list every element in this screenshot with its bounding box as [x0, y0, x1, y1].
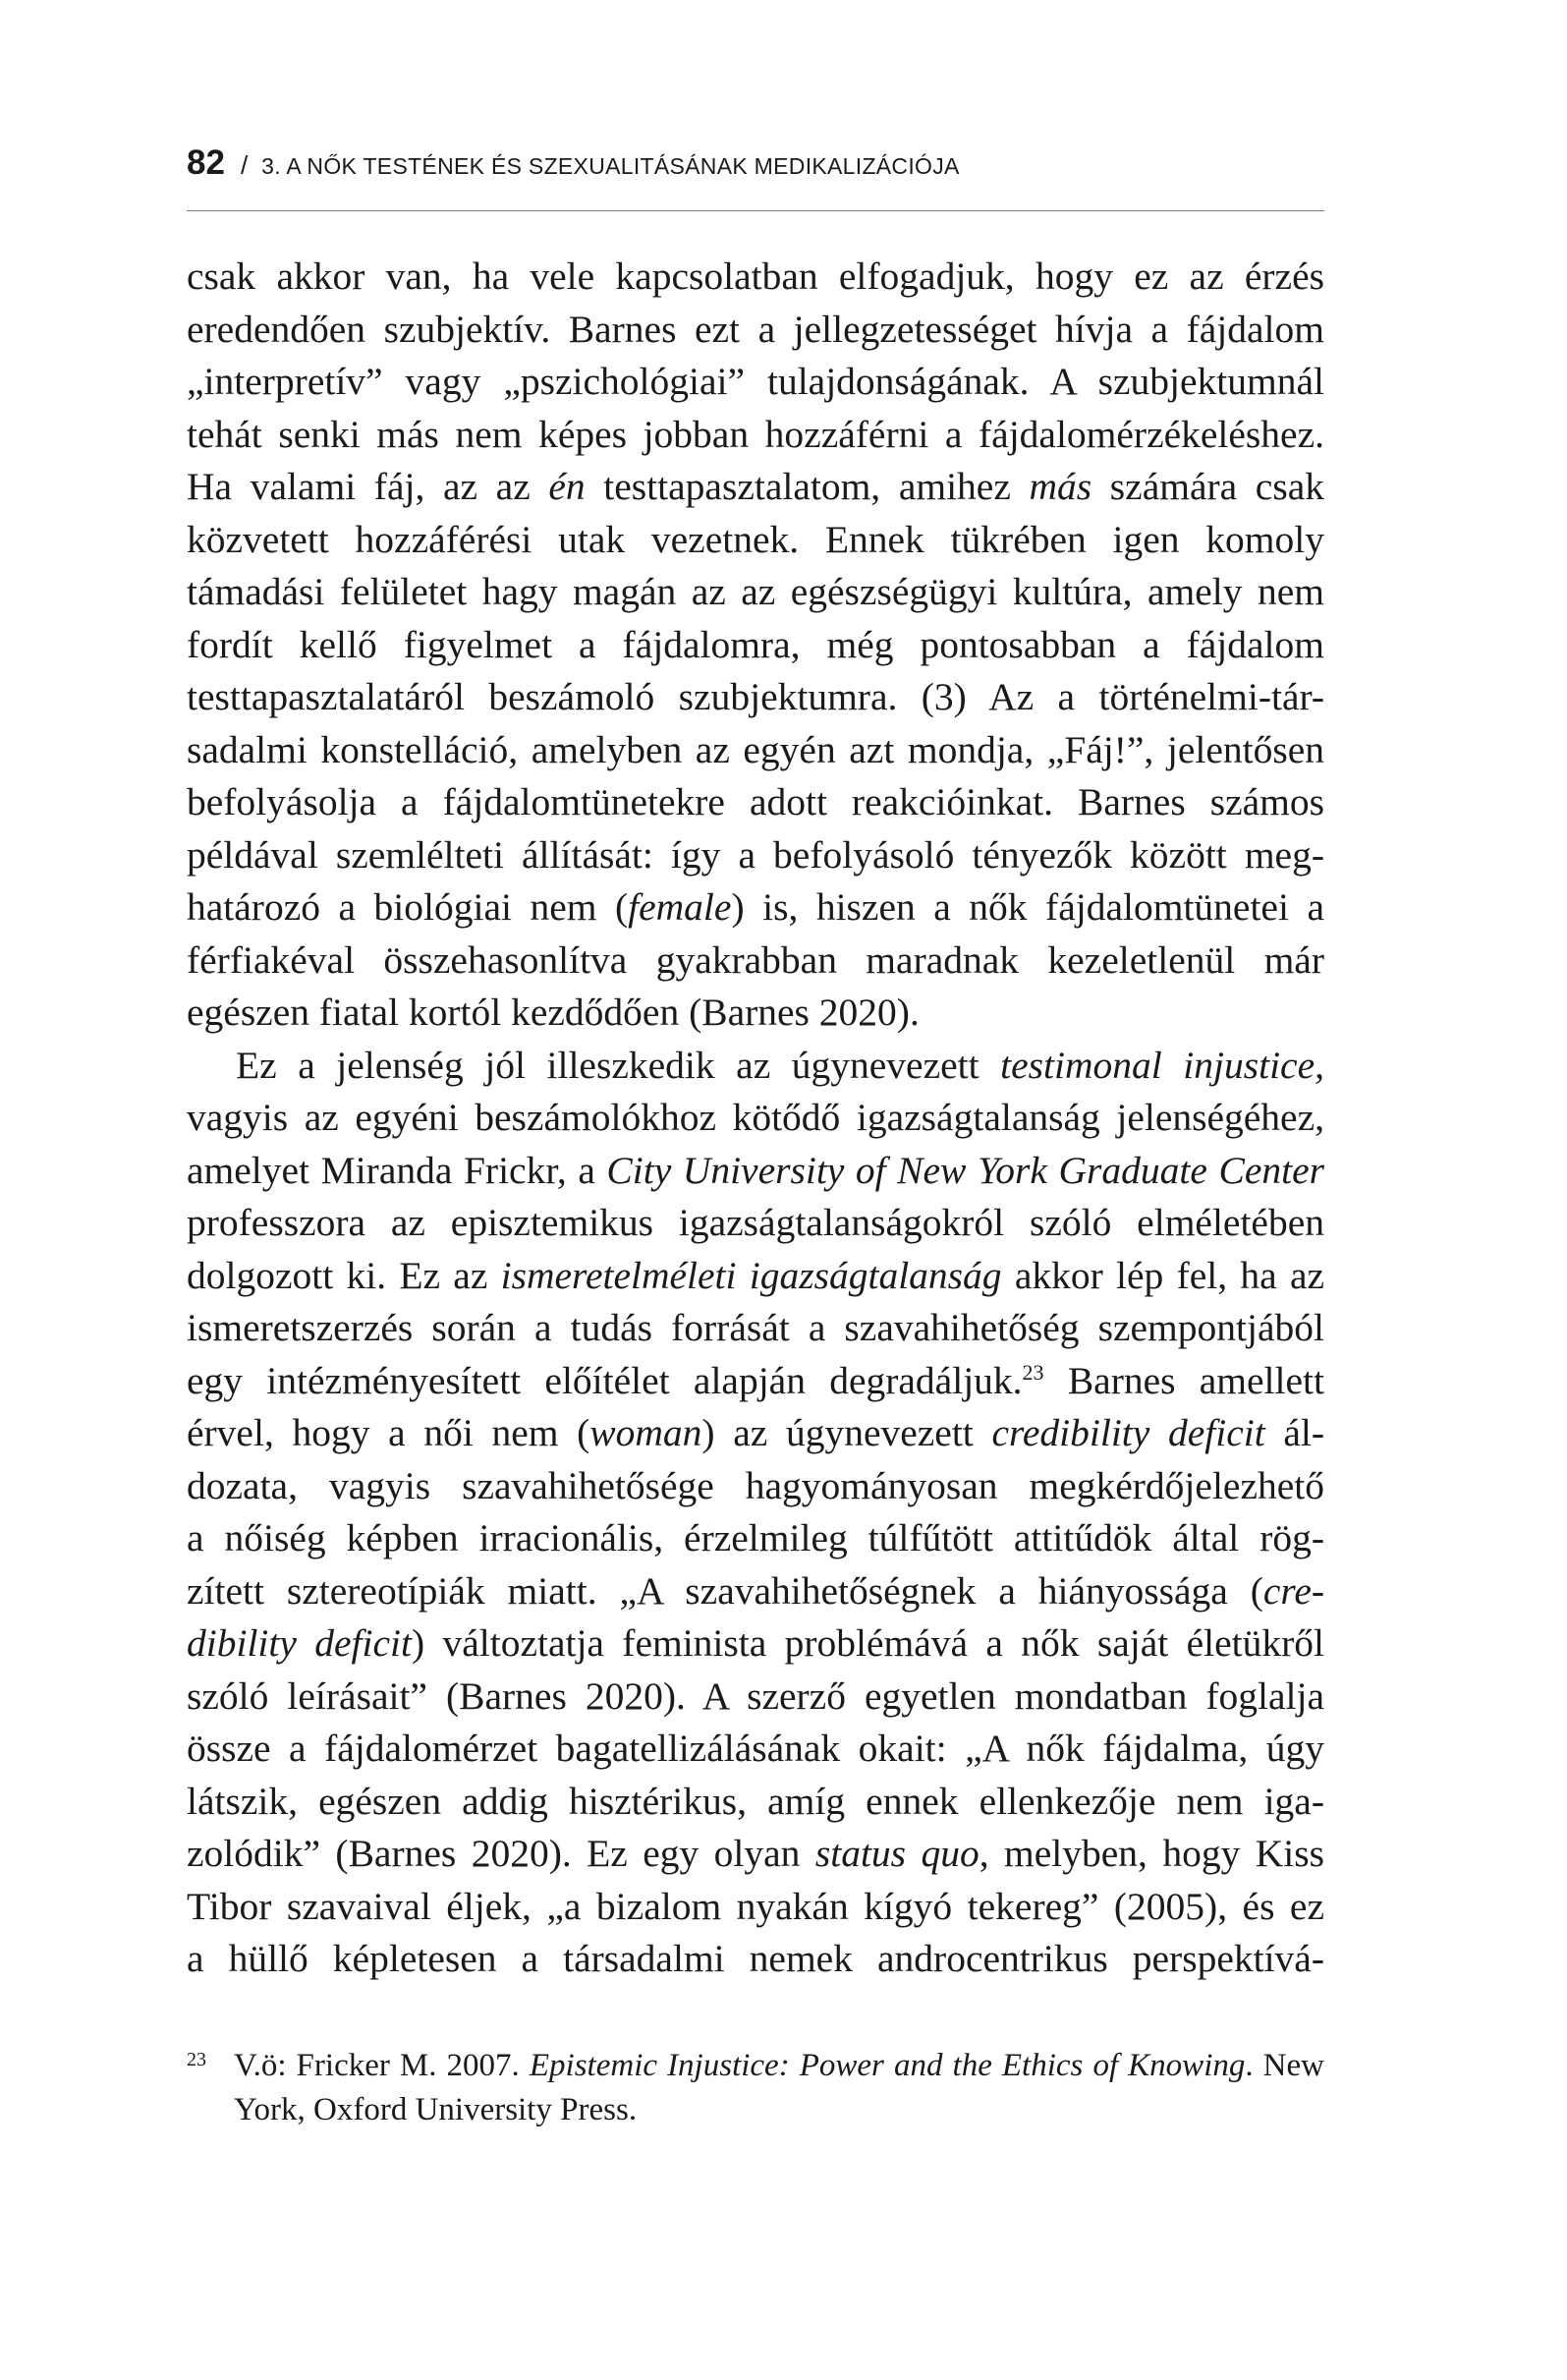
text-run: York, Oxford University Press. [234, 2092, 638, 2127]
text-run: ismeretszerzés során a tudás forrását a szavahihetőség szempontjából [187, 1306, 1324, 1349]
text-run: férfiakéval összehasonlítva gyakrabban maradnak kezeletlenül már [187, 937, 1324, 982]
italic-text: female [628, 885, 732, 929]
text-run: Ha valami fáj, az az [187, 465, 549, 508]
body-line [187, 776, 1324, 829]
body-line [187, 1197, 1324, 1250]
body-line [187, 619, 1324, 672]
text-run: ) változtatja feminista problémává a nők saját életükről [411, 1621, 1324, 1665]
body-line [187, 251, 1324, 304]
text-run: amelyet Miranda Frickr, a [187, 1148, 607, 1192]
footnote-ref: 23 [1022, 1359, 1044, 1385]
text-run: „interpretív” vagy „pszichológiai” tulajdonságának. A szubjektumnál [187, 360, 1324, 403]
body-line [187, 1040, 1324, 1093]
body-line [187, 1512, 1324, 1565]
body-line [187, 1828, 1324, 1881]
text-run: professzora az episztemikus igazságtalanságokról szóló elméletében [187, 1201, 1324, 1244]
italic-text: más [1029, 465, 1092, 508]
body-line [187, 566, 1324, 619]
text-run: határozó a biológiai nem ( [187, 885, 629, 929]
body-line [187, 1145, 1324, 1198]
text-run: a hüllő képletesen a társadalmi nemek androcentrikus perspektívá- [187, 1937, 1324, 1980]
text-run: példával szemlélteti állítását: így a befolyásoló tényezők között meg- [187, 832, 1324, 877]
footnote-number: 23 [187, 2049, 206, 2070]
text-run: befolyásolja a fájdalomtünetekre adott reakcióinkat. Barnes számos [187, 780, 1324, 823]
body-line [187, 1460, 1324, 1513]
italic-text: dibility deficit [187, 1621, 412, 1665]
body-line [187, 1407, 1324, 1460]
text-run: sadalmi konstelláció, amelyben az egyén azt mondja, „Fáj!”, jelentősen [187, 727, 1324, 771]
italic-text: cre- [1262, 1568, 1324, 1613]
body-line [187, 1723, 1324, 1776]
text-run: zolódik” (Barnes 2020). Ez egy olyan [187, 1832, 815, 1875]
body-line [187, 829, 1324, 882]
body-line [187, 356, 1324, 409]
body-line [187, 881, 1324, 935]
body-line [187, 724, 1324, 777]
text-run: eredendően szubjektív. Barnes ezt a jellegzetességet hívja a fájdalom [187, 307, 1324, 351]
text-run: támadási felületet hagy magán az az egészségügyi kultúra, amely nem [187, 570, 1324, 613]
footnote-line [234, 2088, 1324, 2132]
body-line [187, 1617, 1324, 1671]
footnote-line [234, 2044, 1324, 2088]
text-run: Barnes amellett [1043, 1358, 1324, 1402]
chapter-title: 3. A NŐK TESTÉNEK ÉS SZEXUALITÁSÁNAK MEDIKALIZÁCIÓJA [261, 153, 960, 179]
text-run: zített sztereotípiák miatt. „A szavahihetőségnek a hiányossága ( [187, 1568, 1263, 1613]
text-run: Tibor szavaival éljek, „a bizalom nyakán kígyó tekereg” (2005), és ez [187, 1884, 1324, 1928]
italic-text: woman [589, 1411, 702, 1454]
text-run: testtapasztalatáról beszámoló szubjektumra. (3) Az a történelmi-tár- [187, 675, 1324, 718]
text-run: V.ö: Fricker M. 2007. [234, 2048, 530, 2083]
text-run: egy intézményesített előítélet alapján degradáljuk. [187, 1358, 1023, 1402]
italic-text: én [548, 465, 586, 508]
text-run: össze a fájdalomérzet bagatellizálásának okait: „A nők fájdalma, úgy [187, 1727, 1324, 1770]
italic-text: testimonal injustice, [1000, 1043, 1324, 1087]
body-line [187, 1302, 1324, 1355]
text-run: vagyis az egyéni beszámolókhoz kötődő igazságtalanság jelenségéhez, [187, 1096, 1324, 1139]
body-line [187, 1355, 1324, 1408]
body-line [187, 1250, 1324, 1303]
text-run: a nőiség képben irracionális, érzelmileg túlfűtött attitűdök által rög- [187, 1516, 1324, 1559]
body-line [187, 987, 1324, 1040]
body-text [187, 251, 1324, 1986]
text-run: dolgozott ki. Ez az [187, 1253, 501, 1297]
italic-text: Epistemic Injustice: Power and the Ethics of Knowing [529, 2048, 1246, 2083]
text-run: közvetett hozzáférési utak vezetnek. Ennek tükrében igen komoly [187, 517, 1324, 561]
text-run: ál- [1264, 1411, 1325, 1454]
body-line [187, 935, 1324, 988]
text-run: testtapasztalatom, amihez [585, 465, 1030, 508]
text-run: csak akkor van, ha vele kapcsolatban elfogadjuk, hogy ez az érzés [187, 255, 1324, 298]
body-line [187, 409, 1324, 462]
body-line [187, 514, 1324, 567]
body-line [187, 304, 1324, 357]
body-line [187, 1565, 1324, 1618]
italic-text: City University of New York Graduate Center [606, 1148, 1324, 1192]
text-run: Ez a jelenség jól illeszkedik az úgynevezett [236, 1043, 1001, 1087]
italic-text: status quo [814, 1832, 979, 1875]
header-separator: / [240, 150, 249, 180]
text-run: . New [1245, 2048, 1324, 2083]
body-line [187, 1092, 1324, 1145]
page-number: 82 [187, 143, 225, 182]
body-line [187, 1671, 1324, 1724]
text-run: akkor lép fel, ha az [1001, 1253, 1325, 1297]
text-run: egészen fiatal kortól kezdődően (Barnes 2020). [187, 991, 920, 1034]
body-line [187, 461, 1324, 514]
body-line [187, 1776, 1324, 1829]
text-run: érvel, hogy a női nem ( [187, 1411, 590, 1454]
text-run: fordít kellő figyelmet a fájdalomra, még pontosabban a fájdalom [187, 622, 1324, 666]
text-run: számára csak [1091, 465, 1324, 508]
italic-text: credibility deficit [991, 1411, 1265, 1454]
text-run: látszik, egészen addig hisztérikus, amíg ennek ellenkezője nem iga- [187, 1779, 1324, 1823]
running-header [187, 145, 1324, 211]
body-line [187, 671, 1324, 724]
text-run: tehát senki más nem képes jobban hozzáférni a fájdalomérzékeléshez. [187, 412, 1324, 456]
body-line [187, 1933, 1324, 1986]
text-run: ) az úgynevezett [701, 1411, 992, 1454]
text-run: ) is, hiszen a nők fájdalomtünetei a [731, 885, 1324, 929]
text-run: , melyben, hogy Kiss [979, 1832, 1324, 1875]
text-run: szóló leírásait” (Barnes 2020). A szerző egyetlen mondatban foglalja [187, 1673, 1324, 1718]
italic-text: ismeretelméleti igazságtalanság [500, 1253, 1002, 1297]
body-line [187, 1881, 1324, 1934]
text-run: dozata, vagyis szavahihetősége hagyományosan megkérdőjelezhető [187, 1463, 1324, 1507]
footnote [187, 2044, 1324, 2132]
footnote-text [187, 2044, 1324, 2132]
